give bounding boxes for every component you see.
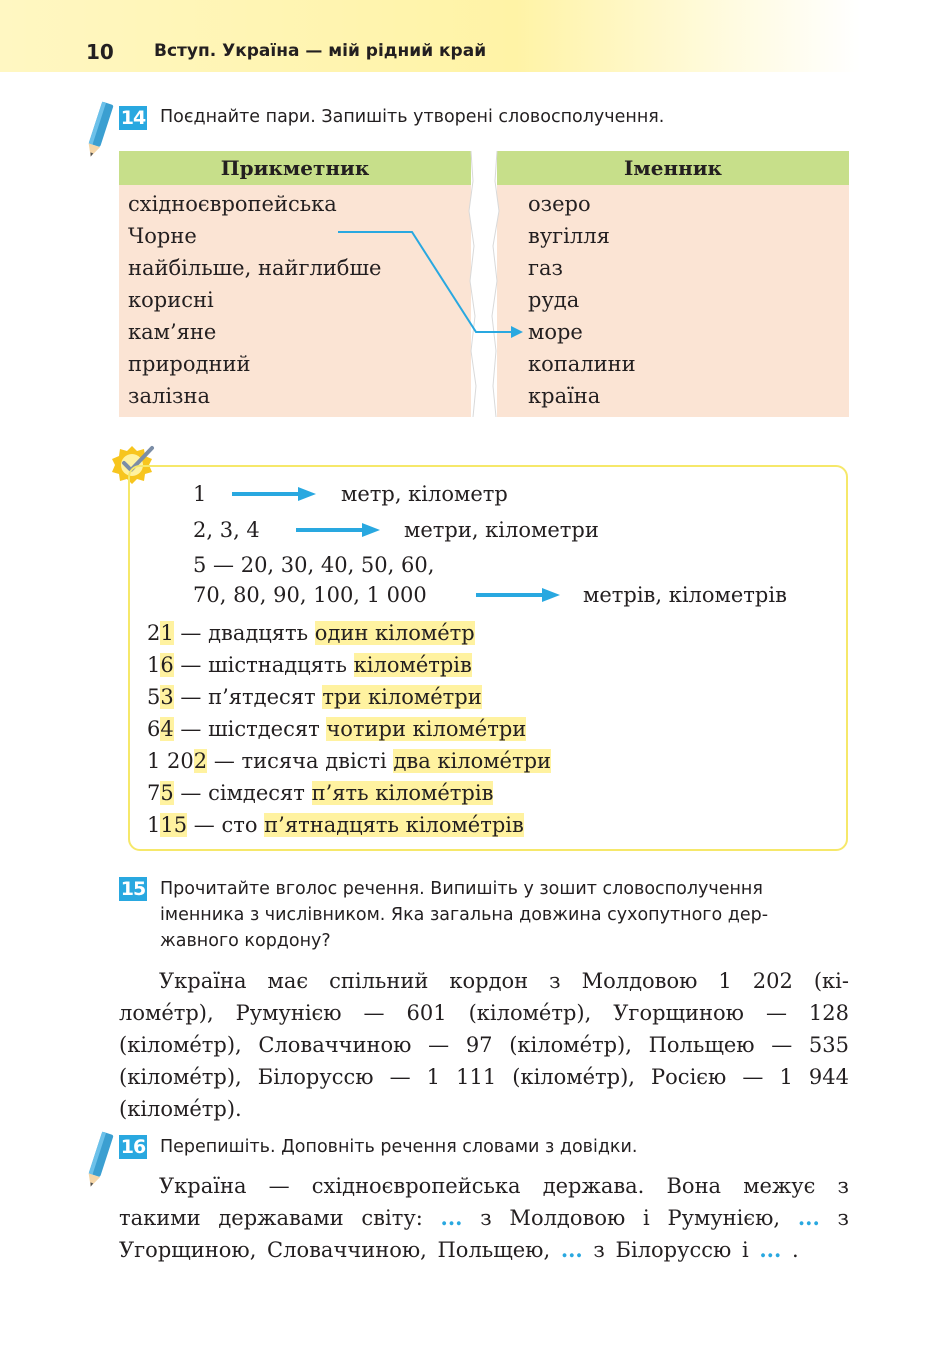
example-words: — сто	[187, 813, 265, 837]
instruction-line: іменника з числівником. Яка загальна довжина сухопутного дер-	[160, 905, 769, 925]
pencil-icon	[84, 1130, 114, 1192]
example-number: 1 20	[147, 749, 194, 773]
example-words: — шістдесят	[173, 717, 327, 741]
example-words: — сімдесят	[173, 781, 312, 805]
example-phrase: три кіломе́три	[322, 685, 482, 709]
noun-cell: руда	[528, 288, 580, 312]
adjective-cell: східноєвропейська	[128, 192, 337, 216]
example-line	[147, 682, 482, 712]
adjective-cell: природний	[128, 352, 251, 376]
example-phrase: п’ятнадцять кіломе́трів	[264, 813, 524, 837]
noun-cell: копалини	[528, 352, 636, 376]
example-last-digit: 6	[160, 653, 174, 677]
task-number-badge: 14	[120, 107, 146, 129]
instruction-line: жавного кордону?	[160, 931, 331, 951]
example-words: — двадцять	[173, 621, 315, 645]
rule-numbers: 5 — 20, 30, 40, 50, 60,	[193, 553, 435, 577]
task-instruction: Поєднайте пари. Запишіть утворені словосполучення.	[160, 107, 665, 127]
rule-words: метри, кілометри	[404, 518, 599, 542]
text-part: з Білоруссю і	[582, 1238, 760, 1262]
task-paragraph: Україна має спільний кордон з Молдовою 1 202 (кіломе́тр), Румунією — 601 (кіломе́тр), Угорщиною — 128 (кіломе́тр), Словаччиною — 97 (кіломе́тр), Польщею — 535 (кіломе́тр), Білоруссю — 1 111 (кіломе́тр), Росією — 1 944 (кіломе́тр).	[119, 969, 849, 1121]
blank-placeholder: ...	[797, 1205, 820, 1230]
page-header	[0, 0, 860, 72]
example-phrase: п’ять кіломе́трів	[311, 781, 494, 805]
text-part: з Угорщиною, Словаччиною, Польщею,	[119, 1206, 849, 1262]
example-phrase: два кіломе́три	[393, 749, 552, 773]
example-last-digit: 15	[160, 813, 188, 837]
noun-cell: море	[528, 320, 583, 344]
task-number-badge: 15	[120, 878, 146, 900]
page-number: 10	[86, 40, 114, 64]
rule-words: метр, кілометр	[341, 482, 508, 506]
noun-cell: озеро	[528, 192, 591, 216]
task-instruction: Перепишіть. Доповніть речення словами з довідки.	[160, 1137, 638, 1157]
adjective-cell: корисні	[128, 288, 214, 312]
adjective-cell: найбільше, найглибше	[128, 256, 382, 280]
pencil-icon	[84, 100, 114, 162]
example-last-digit: 1	[160, 621, 174, 645]
instruction-line: Прочитайте вголос речення. Випишіть у зошит словосполучення	[160, 879, 763, 899]
arrow-right-icon	[232, 486, 318, 502]
blank-placeholder: ...	[440, 1205, 463, 1230]
rule-numbers: 1	[193, 482, 207, 506]
rule-words: метрів, кілометрів	[583, 583, 787, 607]
task-number-badge: 16	[120, 1136, 146, 1158]
arrow-right-icon	[296, 522, 382, 538]
example-words: — п’ятдесят	[173, 685, 323, 709]
table-header-label: Прикметник	[220, 156, 370, 180]
example-last-digit: 2	[193, 749, 208, 773]
example-line	[147, 618, 475, 648]
example-number: 7	[147, 781, 161, 805]
example-number: 6	[147, 717, 161, 741]
example-words: — тисяча двісті	[207, 749, 394, 773]
rule-numbers: 70, 80, 90, 100, 1 000	[193, 583, 427, 607]
rule-numbers: 2, 3, 4	[193, 518, 260, 542]
example-phrase: чотири кіломе́три	[326, 717, 527, 741]
example-phrase: кіломе́трів	[353, 653, 472, 677]
example-phrase: один кіломе́тр	[314, 621, 475, 645]
noun-cell: вугілля	[528, 224, 610, 248]
running-title: Вступ. Україна — мій рідний край	[154, 41, 487, 61]
task-instruction	[160, 876, 850, 954]
noun-cell: країна	[528, 384, 601, 408]
table-header-label: Іменник	[623, 156, 722, 180]
example-last-digit: 5	[160, 781, 174, 805]
example-line	[147, 778, 493, 808]
example-line	[147, 810, 524, 840]
adjective-cell: залізна	[128, 384, 211, 408]
text-part: .	[781, 1238, 799, 1262]
example-number: 5	[147, 685, 161, 709]
text-part: з Молдовою і Румунією,	[462, 1206, 798, 1230]
blank-placeholder: ...	[759, 1237, 782, 1262]
task-paragraph	[119, 1170, 849, 1266]
example-number: 1	[147, 653, 161, 677]
example-words: — шістнадцять	[173, 653, 354, 677]
example-line	[147, 650, 472, 680]
adjective-cell: Чорне	[128, 224, 197, 248]
blank-placeholder: ...	[560, 1237, 583, 1262]
example-last-digit: 4	[160, 717, 174, 741]
example-line	[147, 714, 526, 744]
example-number: 2	[147, 621, 161, 645]
text-part: Україна — східноєвропейська держава. Вона межує з такими державами світу:	[119, 1174, 849, 1230]
adjective-cell: кам’яне	[128, 320, 217, 344]
connector-arrow-icon	[119, 151, 849, 417]
arrow-right-icon	[476, 587, 562, 603]
noun-cell: газ	[528, 256, 563, 280]
example-number: 1	[147, 813, 161, 837]
example-last-digit: 3	[160, 685, 174, 709]
example-line	[147, 746, 551, 776]
matching-table	[119, 151, 849, 417]
